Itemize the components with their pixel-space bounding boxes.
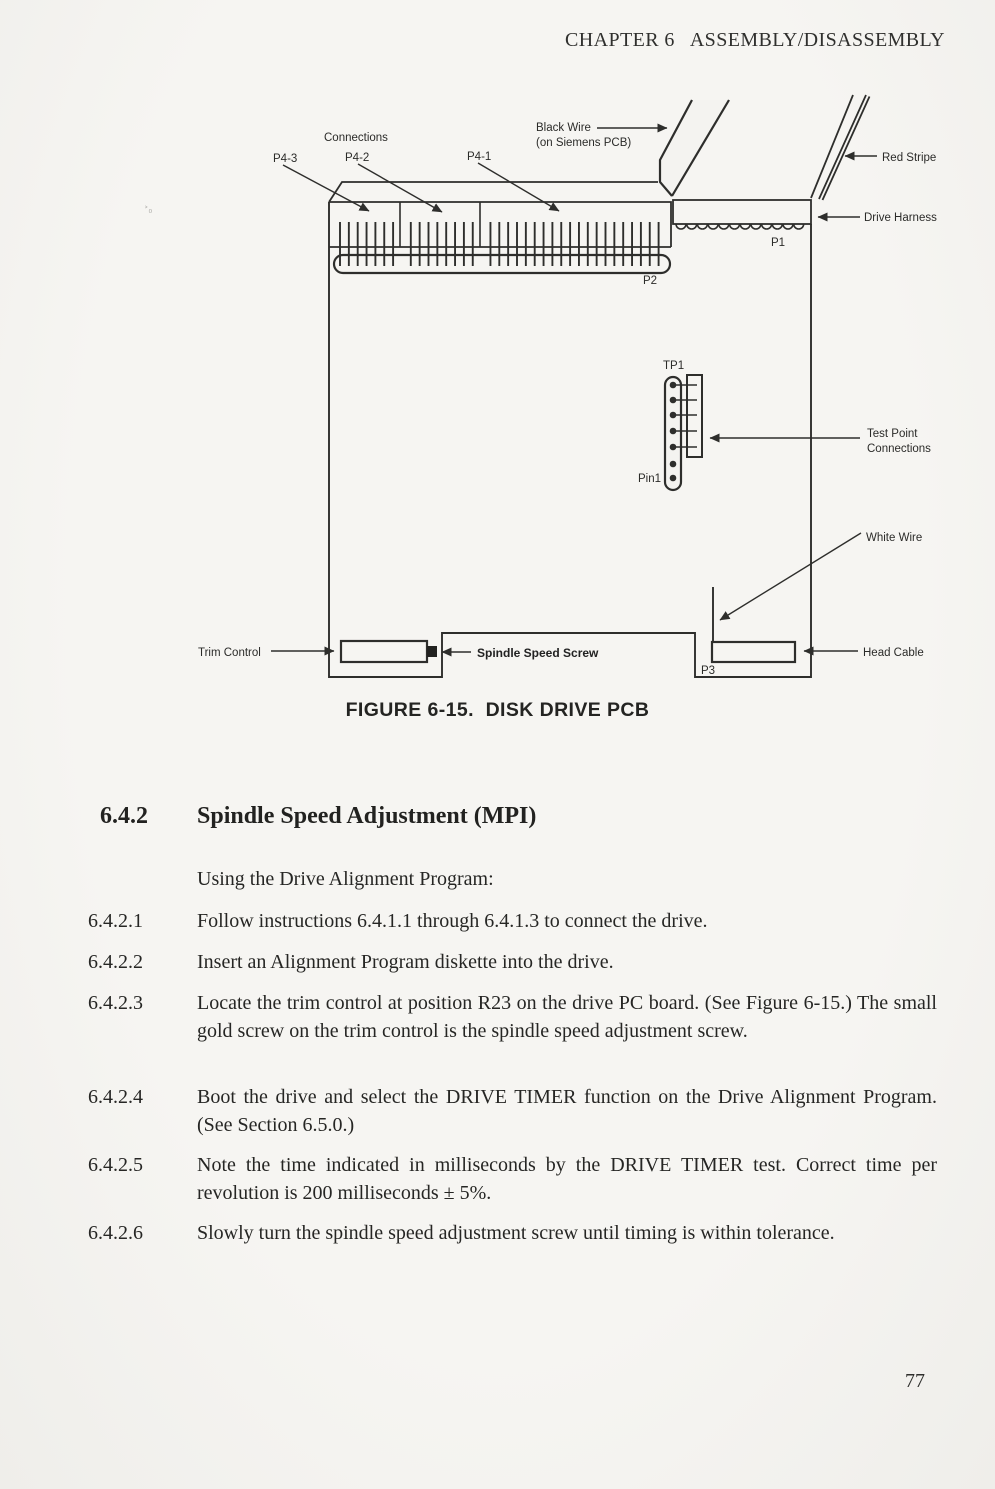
paper-speck: ˃₀ xyxy=(144,206,153,216)
label-pin1: Pin1 xyxy=(638,473,662,485)
label-tp1: TP1 xyxy=(663,360,685,372)
label-connections: Connections xyxy=(324,132,388,144)
step-text: Note the time indicated in milliseconds by the DRIVE TIMER test. Correct time per revolution is 200 milliseconds ± 5%. xyxy=(197,1154,937,1204)
label-red-stripe: Red Stripe xyxy=(882,152,937,164)
step-number: 6.4.2.6 xyxy=(88,1222,143,1244)
figure-caption: FIGURE 6-15. DISK DRIVE PCB xyxy=(345,699,650,721)
label-white-wire: White Wire xyxy=(866,532,923,544)
label-head-cable: Head Cable xyxy=(863,647,924,659)
label-test-point-2: Connections xyxy=(867,443,931,455)
step-text: Insert an Alignment Program diskette into the drive. xyxy=(197,951,614,973)
label-p3: P3 xyxy=(701,665,716,677)
p4-connector-pins xyxy=(340,222,659,266)
running-header: CHAPTER 6 ASSEMBLY/DISASSEMBLY xyxy=(565,29,945,51)
label-trim-control: Trim Control xyxy=(198,647,261,659)
label-p4-1: P4-1 xyxy=(467,151,492,163)
label-p2: P2 xyxy=(643,275,658,287)
trim-control-component xyxy=(341,641,437,662)
p4-1-arrow xyxy=(478,163,559,211)
label-drive-harness: Drive Harness xyxy=(864,212,937,224)
label-black-wire: Black Wire xyxy=(536,122,591,134)
p4-3-arrow xyxy=(283,165,369,211)
drive-harness-box xyxy=(673,200,811,224)
step-text: Locate the trim control at position R23 on the drive PC board. (See Figure 6-15.) The small gold screw on the trim control is the spindle speed adjustment screw. xyxy=(197,992,937,1042)
white-wire-arrow xyxy=(720,533,861,620)
step-text: Boot the drive and select the DRIVE TIMER function on the Drive Alignment Program. (See Section 6.5.0.) xyxy=(197,1086,937,1136)
section-intro: Using the Drive Alignment Program: xyxy=(197,868,494,890)
label-p4-3: P4-3 xyxy=(273,153,298,165)
step-number: 6.4.2.1 xyxy=(88,910,143,932)
section-number: 6.4.2 xyxy=(100,803,148,829)
label-p1: P1 xyxy=(771,237,786,249)
red-stripe-cable xyxy=(811,95,870,200)
step-number: 6.4.2.5 xyxy=(88,1154,143,1176)
head-cable-box xyxy=(712,642,795,662)
callout-arrows xyxy=(271,128,877,652)
tp1-test-points xyxy=(665,375,702,490)
page-number: 77 xyxy=(905,1370,925,1392)
step-text: Slowly turn the spindle speed adjustment screw until timing is within tolerance. xyxy=(197,1222,835,1244)
label-p4-2: P4-2 xyxy=(345,152,370,164)
step-number: 6.4.2.4 xyxy=(88,1086,143,1108)
step-text: Follow instructions 6.4.1.1 through 6.4.1.3 to connect the drive. xyxy=(197,910,708,932)
step-number: 6.4.2.2 xyxy=(88,951,143,973)
spindle-speed-screw-square xyxy=(427,646,437,657)
step-number: 6.4.2.3 xyxy=(88,992,143,1014)
section-title: Spindle Speed Adjustment (MPI) xyxy=(197,803,537,829)
label-test-point: Test Point xyxy=(867,428,918,440)
label-spindle-speed-screw: Spindle Speed Screw xyxy=(477,646,599,660)
black-wire-cable xyxy=(660,100,729,196)
label-black-wire-2: (on Siemens PCB) xyxy=(536,137,632,149)
